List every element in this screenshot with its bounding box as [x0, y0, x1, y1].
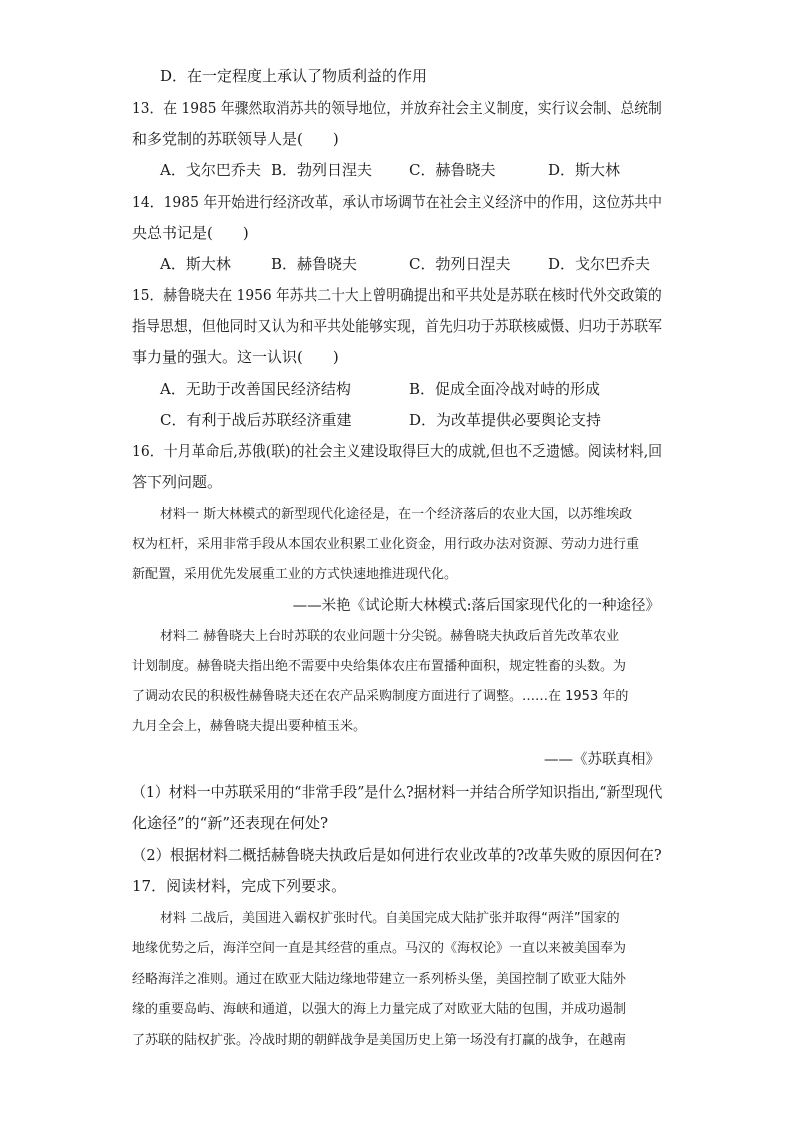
q13-option-d: D．斯大林: [548, 161, 621, 179]
q13-option-a: A．戈尔巴乔夫: [160, 161, 261, 179]
q15-stem-line2: 指导思想，但他同时又认为和平共处能够实现，首先归功于苏联核威慑、归功于苏联军: [132, 317, 663, 335]
q16-material2-line: 计划制度。赫鲁晓夫指出绝不需要中央给集体农庄布置播种面积，规定牲畜的头数。为: [132, 659, 627, 674]
q16-sub2: （2）根据材料二概括赫鲁晓夫执政后是如何进行农业改革的?改革失败的原因何在?: [132, 846, 662, 864]
q13-option-b: B．勃列日涅夫: [271, 161, 373, 179]
q16-source1: ——米艳《试论斯大林模式:落后国家现代化的一种途径》: [292, 598, 660, 614]
q15-stem-line3: 事力量的强大。这一认识( ): [132, 348, 339, 366]
q15-option-d: D．为改革提供必要舆论支持: [409, 411, 602, 429]
q16-sub1-line2: 化途径”的“新”还表现在何处?: [132, 814, 329, 832]
q13-option-c: C．赫鲁晓夫: [409, 161, 496, 179]
q16-stem-line2: 答下列问题。: [132, 473, 223, 491]
q16-material1-line: 材料一 斯大林模式的新型现代化途径是，在一个经济落后的农业大国，以苏维埃政: [160, 507, 633, 522]
q16-stem-line1: 16．十月革命后,苏俄(联)的社会主义建设取得巨大的成就,但也不乏遗憾。阅读材料,回: [132, 442, 663, 460]
q16-material2-line: 九月全会上，赫鲁晓夫提出要种植玉米。: [132, 719, 367, 734]
q14-option-a: A．斯大林: [160, 255, 231, 273]
q17-material-line: 地缘优势之后，海洋空间一直是其经营的重点。马汉的《海权论》一直以来被美国奉为: [132, 941, 627, 956]
q15-option-c: C．有利于战后苏联经济重建: [160, 411, 352, 429]
q16-material1-line: 权为杠杆，采用非常手段从本国农业积累工业化资金，用行政办法对资源、劳动力进行重: [132, 537, 640, 552]
q16-sub1-line1: （1）材料一中苏联采用的“非常手段”是什么?据材料一并结合所学知识指出,“新型现代: [132, 783, 663, 801]
q15-stem-line1: 15．赫鲁晓夫在 1956 年苏共二十大上曾明确提出和平共处是苏联在核时代外交政策的: [132, 286, 662, 304]
q16-material2-line: 材料二 赫鲁晓夫上台时苏联的农业问题十分尖锐。赫鲁晓夫执政后首先改革农业: [160, 629, 620, 644]
q15-option-b: B．促成全面冷战对峙的形成: [409, 380, 601, 398]
q17-material-line: 经略海洋之准则。通过在欧亚大陆边缘地带建立一系列桥头堡，美国控制了欧亚大陆外: [132, 972, 627, 987]
q17-stem: 17．阅读材料，完成下列要求。: [132, 877, 347, 895]
q13-stem-line1: 13．在 1985 年骤然取消苏共的领导地位，并放弃社会主义制度，实行议会制、总统制: [132, 99, 662, 117]
q14-stem-line1: 14．1985 年开始进行经济改革，承认市场调节在社会主义经济中的作用，这位苏共中: [132, 193, 663, 211]
q13-stem-line2: 和多党制的苏联领导人是( ): [132, 130, 339, 148]
q17-material-line: 材料 二战后，美国进入霸权扩张时代。自美国完成大陆扩张并取得“两洋”国家的: [160, 911, 620, 926]
q15-option-a: A．无助于改善国民经济结构: [160, 380, 351, 398]
q17-material-line: 缘的重要岛屿、海峡和通道，以强大的海上力量完成了对欧亚大陆的包围，并成功遏制: [132, 1002, 627, 1017]
q16-material2-line: 了调动农民的积极性赫鲁晓夫还在农产品采购制度方面进行了调整。……在 1953 年的: [132, 689, 629, 704]
q14-option-b: B．赫鲁晓夫: [271, 255, 358, 273]
q16-material1-line: 新配置，采用优先发展重工业的方式快速地推进现代化。: [132, 567, 458, 582]
q12-option-d: D．在一定程度上承认了物质利益的作用: [160, 67, 428, 85]
q16-source2: ——《苏联真相》: [544, 752, 660, 768]
q17-material-line: 了苏联的陆权扩张。冷战时期的朝鲜战争是美国历史上第一场没有打赢的战争，在越南: [132, 1033, 627, 1048]
q14-option-d: D．戈尔巴乔夫: [548, 255, 651, 273]
q14-option-c: C．勃列日涅夫: [409, 255, 511, 273]
q14-stem-line2: 央总书记是( ): [132, 224, 249, 242]
